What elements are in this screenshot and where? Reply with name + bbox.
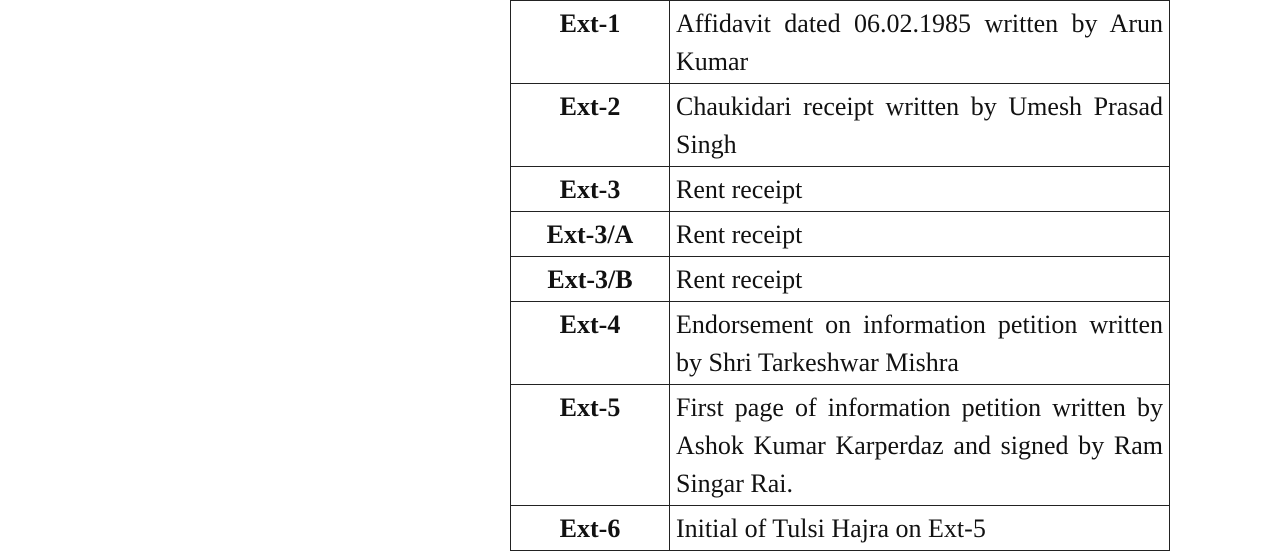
table-row [511,385,1170,506]
exhibit-description: Affidavit dated 06.02.1985 written by Arun Kumar [670,1,1170,84]
table-row [511,167,1170,212]
exhibit-number: Ext-6 [511,506,670,551]
exhibit-number: Ext-3 [511,167,670,212]
exhibit-description: Rent receipt [670,167,1170,212]
exhibit-number: Ext-2 [511,84,670,167]
table-row [511,302,1170,385]
exhibit-number: Ext-3/A [511,212,670,257]
table-row [511,212,1170,257]
exhibit-table [510,0,1170,551]
table-row [511,257,1170,302]
exhibit-description: Initial of Tulsi Hajra on Ext-5 [670,506,1170,551]
table-row [511,84,1170,167]
exhibit-number: Ext-4 [511,302,670,385]
exhibit-number: Ext-1 [511,1,670,84]
exhibit-description: Endorsement on information petition written by Shri Tarkeshwar Mishra [670,302,1170,385]
table-row [511,506,1170,551]
exhibit-description: Chaukidari receipt written by Umesh Prasad Singh [670,84,1170,167]
table-row [511,1,1170,84]
exhibit-number: Ext-3/B [511,257,670,302]
exhibit-description: Rent receipt [670,257,1170,302]
exhibit-number: Ext-5 [511,385,670,506]
exhibit-description: First page of information petition written by Ashok Kumar Karperdaz and signed by Ram Singar Rai. [670,385,1170,506]
exhibit-description: Rent receipt [670,212,1170,257]
